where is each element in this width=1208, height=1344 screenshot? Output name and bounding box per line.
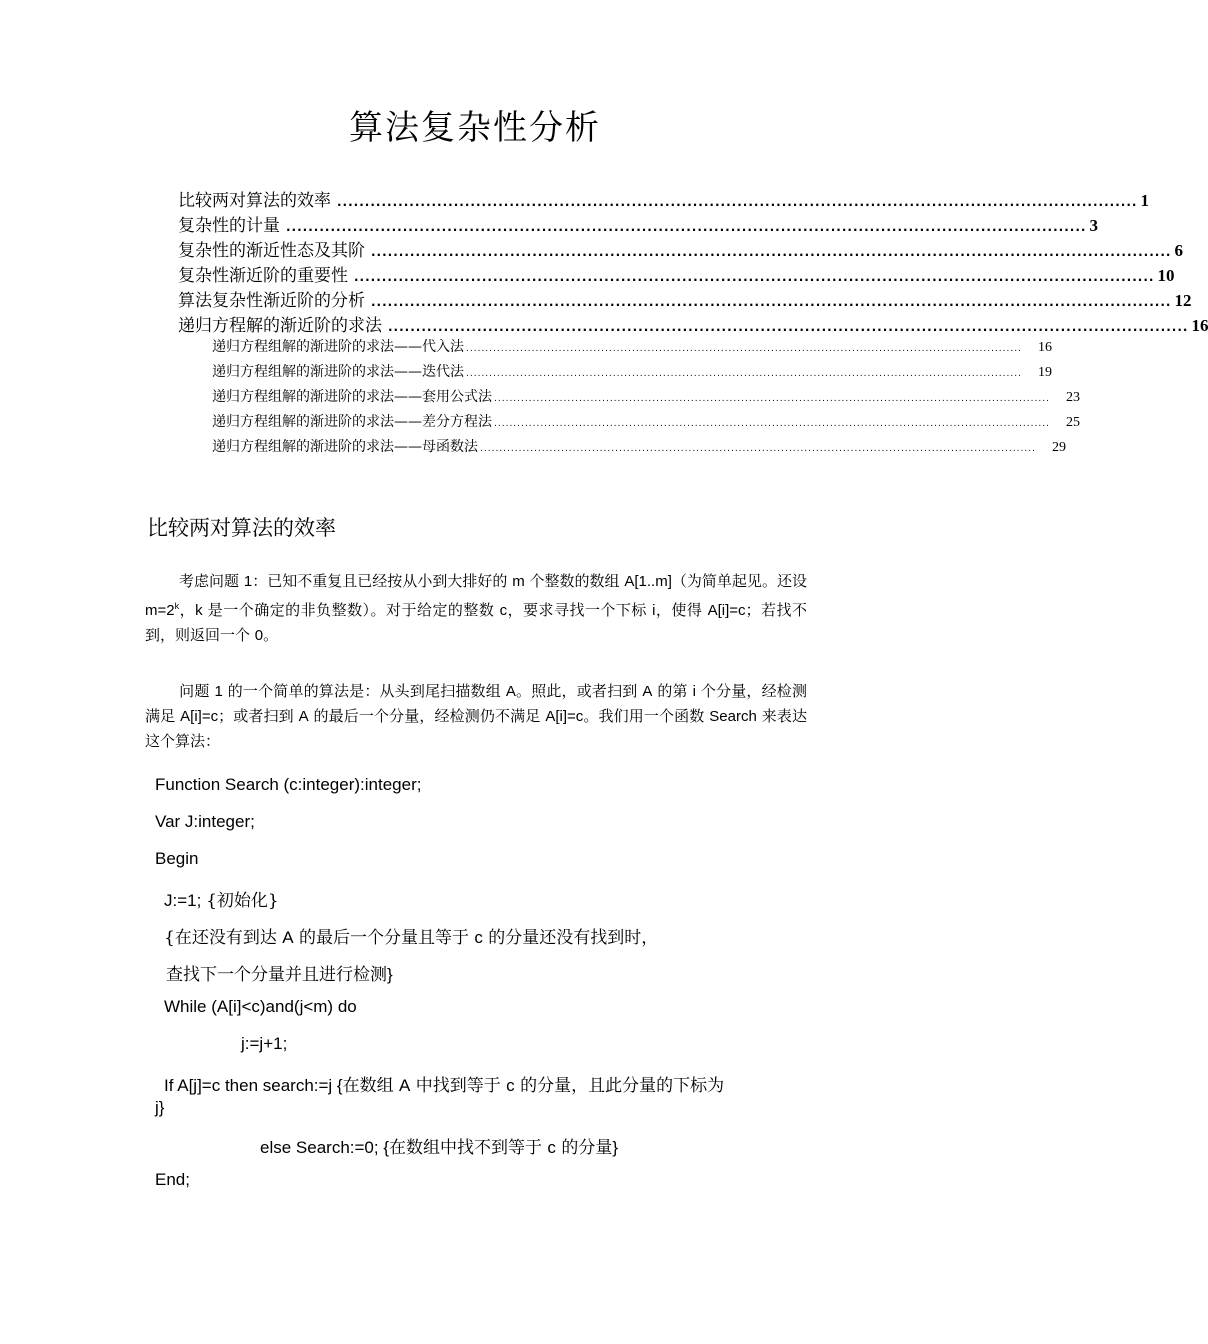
toc-entry[interactable] (178, 286, 1192, 311)
toc-entry[interactable] (178, 261, 1175, 286)
toc-entry-title: 复杂性渐近阶的重要性 (178, 266, 348, 286)
toc-subentry-title: 递归方程组解的渐进阶的求法——迭代法 (212, 364, 464, 380)
toc-subentry[interactable] (178, 436, 1066, 461)
toc-entry-title: 递归方程解的渐近阶的求法 (178, 316, 382, 336)
toc-entry-page: 12 (1174, 291, 1192, 310)
toc-leader: ................................................................................................................................................ (388, 320, 1189, 334)
toc-leader: ................................................................................................................................................ (371, 295, 1172, 309)
toc-entry-page: 1 (1140, 191, 1149, 210)
toc-entry[interactable] (178, 186, 1149, 211)
toc-entry-page: 10 (1157, 266, 1175, 285)
toc-subentry-title: 递归方程组解的渐进阶的求法——差分方程法 (212, 414, 492, 430)
toc-subentry-page: 25 (1065, 415, 1080, 430)
toc-entry[interactable] (178, 236, 1183, 261)
code-line: {在还没有到达 A 的最后一个分量且等于 c 的分量还没有找到时， (164, 928, 659, 948)
toc-subentry[interactable] (178, 411, 1080, 436)
code-line: While (A[i]<c)and(j<m) do (164, 997, 357, 1016)
toc-subentry-title: 递归方程组解的渐进阶的求法——母函数法 (212, 439, 478, 455)
toc-leader: ................................................................................................................................................ (466, 344, 1022, 354)
code-line: j:=j+1; (241, 1034, 288, 1053)
toc-entry-page: 6 (1174, 241, 1183, 260)
toc-leader: ................................................................................................................................................ (466, 369, 1022, 379)
toc-entry-title: 比较两对算法的效率 (178, 191, 331, 211)
toc-entry[interactable] (178, 311, 1208, 336)
code-line: else Search:=0; {在数组中找不到等于 c 的分量} (260, 1138, 619, 1158)
code-line: Function Search (c:integer):integer; (155, 775, 422, 794)
toc-subentry[interactable] (178, 386, 1080, 411)
paragraph-problem-statement: 考虑问题 1：已知不重复且已经按从小到大排好的 m 个整数的数组 A[1..m]（为简单起见。还设 $m=2^k$，k 是一个确定的非负整数）。对于给定的整数 c，要求寻找一个下标 i，使得 A[i]=c；若找不到，则返回一个 0。 (145, 572, 807, 644)
code-line: If A[j]=c then search:=j {在数组 A 中找到等于 c 的分量，且此分量的下标为 (164, 1076, 725, 1096)
toc-entry[interactable] (178, 211, 1098, 236)
paragraph-algorithm-description: 问题 1 的一个简单的算法是：从头到尾扫描数组 A。照此，或者扫到 A 的第 i 个分量，经检测满足 A[i]=c；或者扫到 A 的最后一个分量，经检测仍不满足 A[i]=c。我们用一个函数 Search 来表达这个算法： (145, 682, 807, 750)
code-line: End; (155, 1170, 190, 1189)
toc-subentry-title: 递归方程组解的渐进阶的求法——代入法 (212, 339, 464, 355)
toc-leader: ................................................................................................................................................ (354, 270, 1155, 284)
toc-leader: ................................................................................................................................................ (494, 394, 1050, 404)
code-line: j} (155, 1098, 165, 1117)
toc-subentry[interactable] (178, 361, 1052, 386)
toc-subentry-page: 29 (1051, 440, 1066, 455)
toc-subentry-page: 19 (1037, 365, 1052, 380)
code-line: 查找下一个分量并且进行检测} (166, 965, 393, 985)
toc-entry-title: 算法复杂性渐近阶的分析 (178, 291, 365, 311)
toc-leader: ................................................................................................................................................ (371, 245, 1172, 259)
document-title: 算法复杂性分析 (349, 108, 601, 148)
code-line: J:=1; {初始化} (164, 891, 279, 911)
toc-entry-page: 3 (1089, 216, 1098, 235)
toc-entry-page: 16 (1191, 316, 1208, 335)
table-of-contents (178, 186, 1208, 461)
toc-leader: ................................................................................................................................................ (494, 419, 1050, 429)
toc-leader: ................................................................................................................................................ (337, 195, 1138, 209)
toc-subentry-title: 递归方程组解的渐进阶的求法——套用公式法 (212, 389, 492, 405)
code-line: Begin (155, 849, 199, 868)
toc-subentry-page: 16 (1037, 340, 1052, 355)
toc-subentry-page: 23 (1065, 390, 1080, 405)
code-line: Var J:integer; (155, 812, 255, 831)
toc-leader: ................................................................................................................................................ (480, 444, 1036, 454)
section-heading: 比较两对算法的效率 (147, 516, 336, 540)
toc-leader: ................................................................................................................................................ (286, 220, 1087, 234)
toc-entry-title: 复杂性的渐近性态及其阶 (178, 241, 365, 261)
toc-entry-title: 复杂性的计量 (178, 216, 280, 236)
toc-subentry[interactable] (178, 336, 1052, 361)
